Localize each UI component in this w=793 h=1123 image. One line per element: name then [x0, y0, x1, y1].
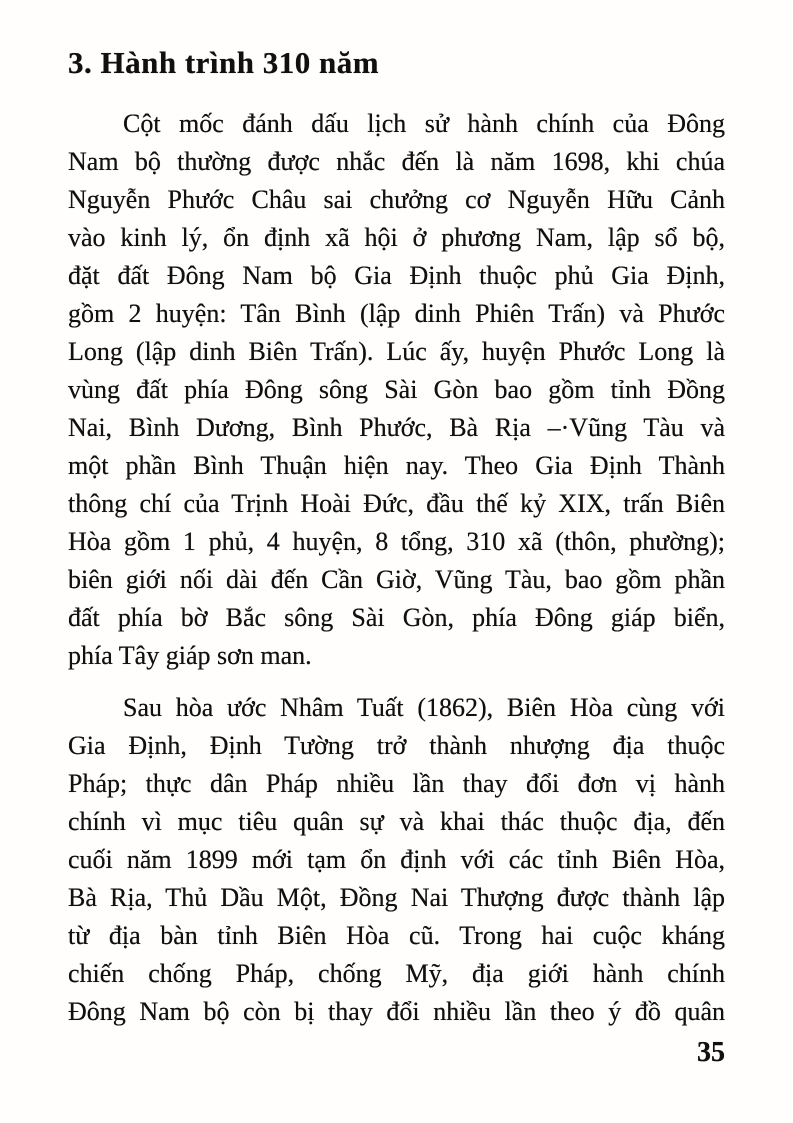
text-line: cuối năm 1899 mới tạm ổn định với các tỉnh Biên Hòa, — [68, 845, 725, 874]
text-line: thông chí của Trịnh Hoài Đức, đầu thế kỷ XIX, trấn Biên — [68, 489, 725, 518]
paragraph — [68, 689, 725, 1031]
body-text — [68, 105, 725, 1031]
section-heading: 3. Hành trình 310 năm — [68, 45, 380, 80]
text-line: gồm 2 huyện: Tân Bình (lập dinh Phiên Trấn) và Phước — [68, 299, 725, 328]
text-line: một phần Bình Thuận hiện nay. Theo Gia Định Thành — [68, 451, 725, 480]
text-line: Long (lập dinh Biên Trấn). Lúc ấy, huyện Phước Long là — [68, 337, 725, 366]
text-line: Cột mốc đánh dấu lịch sử hành chính của Đông — [123, 109, 725, 138]
text-line: Đông Nam bộ còn bị thay đổi nhiều lần theo ý đồ quân — [68, 997, 725, 1026]
text-line: đặt đất Đông Nam bộ Gia Định thuộc phủ Gia Định, — [68, 261, 725, 290]
text-line: chiến chống Pháp, chống Mỹ, địa giới hành chính — [68, 959, 725, 988]
text-line: từ địa bàn tỉnh Biên Hòa cũ. Trong hai cuộc kháng — [68, 921, 725, 950]
text-line: Nguyễn Phước Châu sai chưởng cơ Nguyễn Hữu Cảnh — [68, 185, 725, 214]
page-number: 35 — [697, 1037, 725, 1068]
text-line: Nai, Bình Dương, Bình Phước, Bà Rịa –·Vũng Tàu và — [68, 413, 725, 442]
text-line: vào kinh lý, ổn định xã hội ở phương Nam, lập sổ bộ, — [68, 223, 725, 252]
text-line: phía Tây giáp sơn man. — [68, 641, 312, 670]
text-line: biên giới nối dài đến Cần Giờ, Vũng Tàu, bao gồm phần — [68, 565, 725, 594]
text-line: Hòa gồm 1 phủ, 4 huyện, 8 tổng, 310 xã (thôn, phường); — [68, 527, 725, 556]
paragraph — [68, 105, 725, 675]
text-line: Nam bộ thường được nhắc đến là năm 1698, khi chúa — [68, 147, 725, 176]
text-line: vùng đất phía Đông sông Sài Gòn bao gồm tỉnh Đồng — [68, 375, 725, 404]
text-line: Pháp; thực dân Pháp nhiều lần thay đổi đơn vị hành — [68, 769, 725, 798]
text-line: Gia Định, Định Tường trở thành nhượng địa thuộc — [68, 731, 725, 760]
text-line: đất phía bờ Bắc sông Sài Gòn, phía Đông giáp biển, — [68, 603, 725, 632]
page-content — [68, 42, 725, 1031]
text-line: chính vì mục tiêu quân sự và khai thác thuộc địa, đến — [68, 807, 725, 836]
text-line: Sau hòa ước Nhâm Tuất (1862), Biên Hòa cùng với — [123, 693, 725, 722]
text-line: Bà Rịa, Thủ Dầu Một, Đồng Nai Thượng được thành lập — [68, 883, 725, 912]
